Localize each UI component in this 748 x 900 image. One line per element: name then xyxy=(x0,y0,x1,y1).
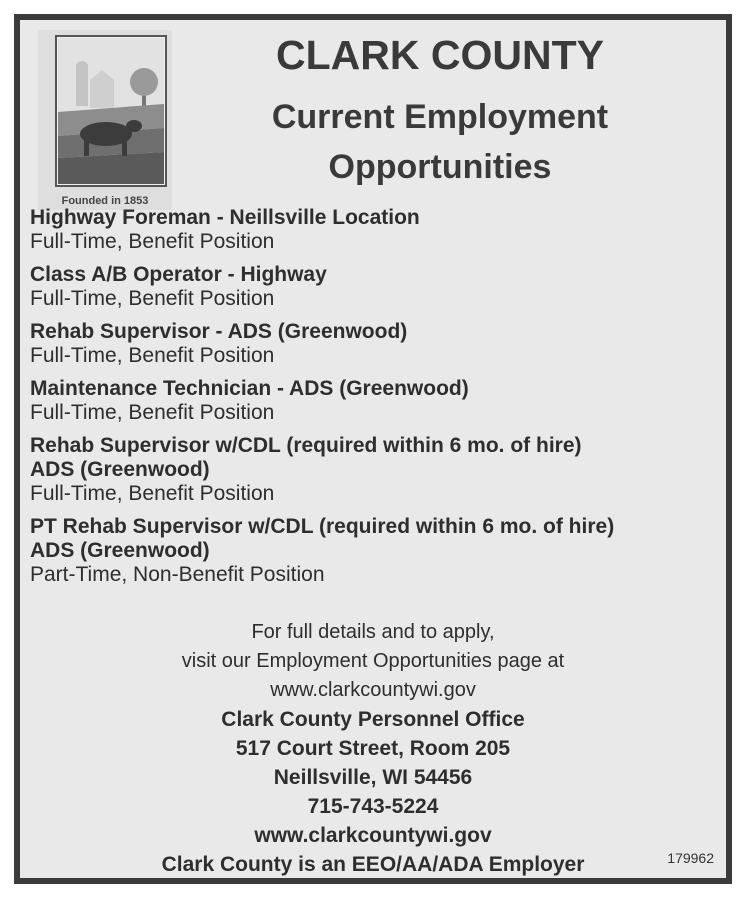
job-listing xyxy=(30,434,720,506)
contact-footer xyxy=(20,618,726,879)
job-title: Rehab Supervisor - ADS (Greenwood) xyxy=(30,320,408,343)
apply-instructions-line-2: visit our Employment Opportunities page at xyxy=(181,650,565,672)
office-city: Neillsville, WI 54456 xyxy=(273,766,473,789)
job-location: ADS (Greenwood) xyxy=(30,539,210,562)
job-listing xyxy=(30,320,720,368)
job-list xyxy=(30,206,720,596)
ad-frame xyxy=(14,14,732,884)
office-street: 517 Court Street, Room 205 xyxy=(235,737,511,760)
office-website: www.clarkcountywi.gov xyxy=(254,824,492,847)
job-title: Maintenance Technician - ADS (Greenwood) xyxy=(30,377,469,400)
job-type: Full-Time, Benefit Position xyxy=(30,287,275,310)
job-type: Full-Time, Benefit Position xyxy=(30,482,275,505)
job-type: Full-Time, Benefit Position xyxy=(30,230,275,253)
job-listing xyxy=(30,515,720,587)
job-type: Full-Time, Benefit Position xyxy=(30,401,275,424)
job-title: Rehab Supervisor w/CDL (required within 6 mo. of hire) xyxy=(30,434,582,457)
job-title: Class A/B Operator - Highway xyxy=(30,263,327,286)
job-listing xyxy=(30,206,720,254)
apply-website: www.clarkcountywi.gov xyxy=(270,679,476,701)
seal-founded-text: Founded in 1853 xyxy=(61,195,149,207)
job-listing xyxy=(30,377,720,425)
page-title: CLARK COUNTY xyxy=(276,32,604,78)
job-location: ADS (Greenwood) xyxy=(30,458,210,481)
job-type: Full-Time, Benefit Position xyxy=(30,344,275,367)
county-seal-logo xyxy=(38,30,172,210)
eeo-statement: Clark County is an EEO/AA/ADA Employer xyxy=(161,853,585,876)
job-title: Highway Foreman - Neillsville Location xyxy=(30,206,420,229)
subtitle-line-2: Opportunities xyxy=(328,148,552,186)
ad-number: 179962 xyxy=(667,850,714,866)
office-name: Clark County Personnel Office xyxy=(221,708,525,731)
apply-instructions-line-1: For full details and to apply, xyxy=(251,621,495,643)
job-listing xyxy=(30,263,720,311)
subtitle-line-1: Current Employment xyxy=(271,98,609,136)
job-title: PT Rehab Supervisor w/CDL (required within 6 mo. of hire) xyxy=(30,515,615,538)
office-phone: 715-743-5224 xyxy=(307,795,439,818)
job-type: Part-Time, Non-Benefit Position xyxy=(30,563,325,586)
page-subtitle xyxy=(220,92,660,192)
